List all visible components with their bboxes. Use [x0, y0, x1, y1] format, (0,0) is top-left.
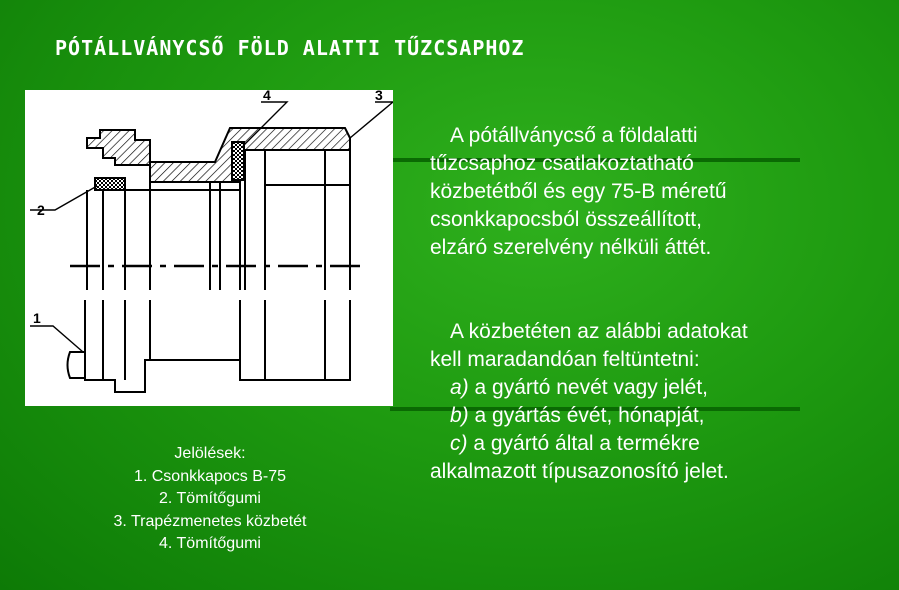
p1-line: közbetétből és egy 75-B méretű [430, 180, 727, 203]
legend [80, 443, 340, 556]
item-a-letter: a) [450, 376, 469, 399]
item-c-line2: alkalmazott típusazonosító jelet. [430, 460, 729, 483]
insert-thread-hatched [150, 128, 350, 182]
item-b-letter: b) [450, 404, 469, 427]
p2-line: A közbetéten az alábbi adatokat [450, 320, 748, 343]
legend-item: 4. Tömítőgumi [159, 535, 261, 552]
leader-1 [30, 326, 83, 352]
coupling-cross-section [25, 90, 393, 406]
p1-line: A pótállványcső a földalatti [450, 124, 698, 147]
legend-item: 2. Tömítőgumi [159, 490, 261, 507]
legend-heading: Jelölések: [174, 445, 246, 462]
item-a-text: a gyártó nevét vagy jelét, [474, 376, 709, 399]
label-4: 4 [263, 90, 271, 103]
paragraph-description [430, 122, 870, 262]
item-c-text: a gyártó által a termékre [473, 432, 700, 455]
coupling-claw-hatched [87, 130, 150, 165]
label-1: 1 [33, 310, 41, 326]
legend-item: 3. Trapézmenetes közbetét [113, 512, 307, 530]
leader-3 [350, 102, 393, 138]
label-2: 2 [37, 202, 45, 218]
paragraph-marking [430, 318, 870, 486]
p1-line: tűzcsaphoz csatlakoztatható [430, 152, 694, 175]
gasket-4 [232, 142, 244, 180]
legend-item: 1. Csonkkapocs B-75 [133, 467, 287, 485]
gasket-2 [95, 178, 125, 190]
technical-drawing [25, 90, 393, 406]
item-c-letter: c) [450, 432, 468, 455]
p1-line: elzáró szerelvény nélküli áttét. [430, 236, 712, 259]
p1-line: csonkkapocsból összeállított, [430, 208, 702, 231]
label-3: 3 [375, 90, 383, 103]
item-b-text: a gyártás évét, hónapját, [474, 404, 705, 427]
p2-line: kell maradandóan feltüntetni: [430, 348, 700, 371]
slide-title: PÓTÁLLVÁNYCSŐ FÖLD ALATTI TŰZCSAPHOZ [55, 36, 525, 60]
